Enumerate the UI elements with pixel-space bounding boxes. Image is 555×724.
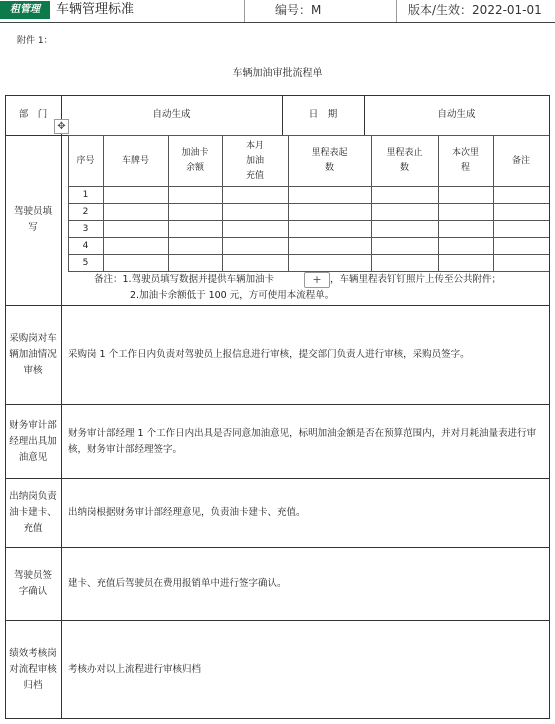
note-line-1: 备注：1.驾驶员填写数据并提供车辆加油卡 xyxy=(94,274,275,285)
step-label: 出纳岗负责油卡建卡、充值 xyxy=(9,491,57,534)
grid-line xyxy=(68,186,549,187)
row-number: 1 xyxy=(82,189,89,200)
document-code: 编号：M xyxy=(275,3,322,17)
column-header: 里程表起数 xyxy=(311,148,348,173)
form-title: 车辆加油审批流程单 xyxy=(232,68,323,79)
column-header: 本次里程 xyxy=(451,148,479,173)
table-border xyxy=(549,95,550,719)
grid-line xyxy=(68,254,549,255)
table-border xyxy=(61,95,62,719)
document-header xyxy=(0,0,555,23)
note-line-1-continued: ，车辆里程表钉钉照片上传至公共附件； xyxy=(330,274,502,285)
column-header: 里程表止数 xyxy=(386,148,423,173)
date-label: 日 期 xyxy=(308,109,338,120)
column-header: 加油卡余额 xyxy=(181,148,209,173)
step-content: 考核办对以上流程进行审核归档 xyxy=(68,663,202,675)
row-number: 3 xyxy=(82,223,89,234)
header-divider xyxy=(244,0,245,22)
grid-line xyxy=(68,237,549,238)
column-header: 备注 xyxy=(511,155,530,166)
step-content: 出纳岗根据财务审计部经理意见，负责油卡建卡、充值。 xyxy=(68,507,306,518)
step-label: 财务审计部经理出具加油意见 xyxy=(9,419,57,463)
step-label: 驾驶员签字确认 xyxy=(13,570,52,597)
step-label: 采购岗对车辆加油情况审核 xyxy=(9,333,57,376)
dept-label: 部 门 xyxy=(18,109,48,120)
grid-line xyxy=(68,220,549,221)
document-version: 版本/生效：2022-01-01 xyxy=(408,3,542,17)
plus-icon[interactable]: + xyxy=(304,272,330,288)
dept-value: 自动生成 xyxy=(152,109,191,120)
column-header: 序号 xyxy=(76,155,95,166)
step-content: 建卡、充值后驾驶员在费用报销单中进行签字确认。 xyxy=(68,578,287,589)
column-header: 本月加油充值 xyxy=(245,140,264,181)
move-arrows-icon[interactable]: ✥ xyxy=(54,119,69,134)
company-logo: 租管理 xyxy=(0,1,50,19)
row-number: 5 xyxy=(82,257,89,268)
document-title: 车辆管理标准 xyxy=(56,2,135,17)
grid-line xyxy=(68,203,549,204)
step-content: 财务审计部经理 1 个工作日内出具是否同意加油意见，标明加油金额是否在预算范围内，并对月耗油量表进行审核，财务审计部经理签字。 xyxy=(68,427,537,455)
row-number: 2 xyxy=(82,206,89,217)
note-line-2: 2.加油卡余额低于 100 元，方可使用本流程单。 xyxy=(130,290,335,301)
row-number: 4 xyxy=(82,240,89,251)
attachment-label: 附件 1： xyxy=(17,36,53,46)
step-label: 绩效考核岗对流程审核归档 xyxy=(9,647,57,691)
table-border xyxy=(5,718,549,719)
table-border xyxy=(5,95,6,719)
step-content: 采购岗 1 个工作日内负责对驾驶员上报信息进行审核，提交部门负责人进行审核，采购员签字。 xyxy=(68,349,470,360)
column-header: 车牌号 xyxy=(121,155,149,166)
driver-section-label: 驾驶员填写 xyxy=(13,206,52,233)
date-value: 自动生成 xyxy=(437,109,476,120)
header-divider xyxy=(396,0,397,22)
